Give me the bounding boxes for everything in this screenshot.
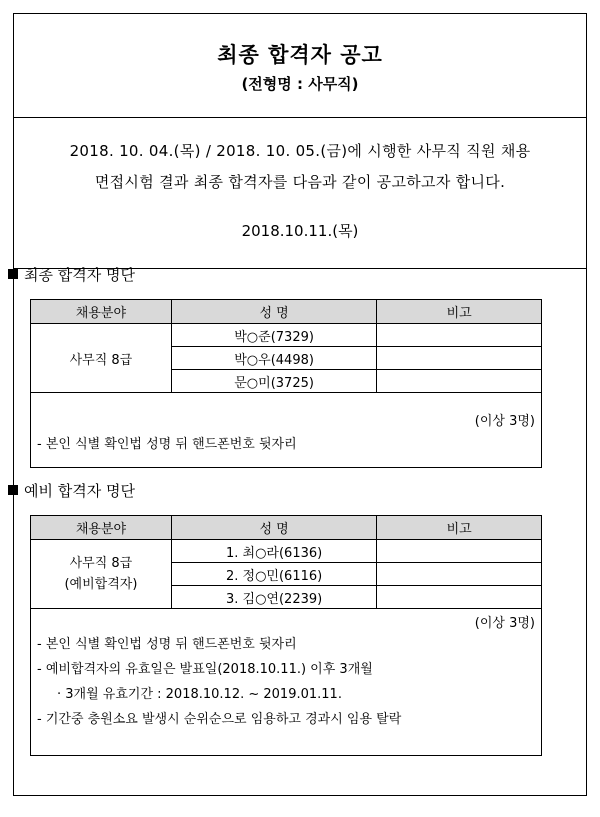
name-cell: 문○미(3725) [171,370,377,393]
reserve-notes-box [30,608,542,756]
reserve-table [30,515,542,609]
final-section-heading [8,264,135,285]
remark-cell [377,540,542,563]
final-note: - 본인 식별 확인법 성명 뒤 핸드폰번호 뒷자리 [37,437,297,452]
remark-cell [377,586,542,609]
table-header-row [31,300,542,324]
category-line-1: 사무직 8급 [69,556,133,571]
name-cell: 박○준(7329) [171,324,377,347]
header-remark: 비고 [377,516,542,540]
header-remark: 비고 [377,300,542,324]
reserve-note-1: - 본인 식별 확인법 성명 뒤 핸드폰번호 뒷자리 [37,637,297,652]
final-count: (이상 3명) [474,414,535,429]
name-cell: 3. 김○연(2239) [171,586,377,609]
table-header-row [31,516,542,540]
reserve-section-heading [8,480,135,501]
remark-cell [377,370,542,393]
intro-line-2: 면접시험 결과 최종 합격자를 다음과 같이 공고하고자 합니다. [94,173,506,191]
table-row [31,540,542,563]
category-cell [31,540,172,609]
final-heading-text: 최종 합격자 명단 [24,266,135,284]
title-box [14,14,586,118]
category-line-2: (예비합격자) [64,577,138,592]
notice-date: 2018.10.11.(목) [241,222,359,240]
reserve-heading-text: 예비 합격자 명단 [24,482,135,500]
name-cell: 박○우(4498) [171,347,377,370]
table-row [31,324,542,347]
header-name: 성 명 [171,516,377,540]
final-table [30,299,542,393]
reserve-note-4: - 기간중 충원소요 발생시 순위순으로 임용하고 경과시 임용 탈락 [37,712,402,727]
remark-cell [377,347,542,370]
remark-cell [377,324,542,347]
remark-cell [377,563,542,586]
square-bullet-icon [8,485,18,495]
category-cell: 사무직 8급 [31,324,172,393]
reserve-note-2: - 예비합격자의 유효일은 발표일(2018.10.11.) 이후 3개월 [37,662,373,677]
header-name: 성 명 [171,300,377,324]
header-category: 채용분야 [31,516,172,540]
page-title: 최종 합격자 공고 [217,43,383,67]
intro-line-1: 2018. 10. 04.(목) / 2018. 10. 05.(금)에 시행한 사무직 직원 채용 [69,142,531,160]
reserve-note-3: · 3개월 유효기간 : 2018.10.12. ~ 2019.01.11. [57,687,342,702]
name-cell: 1. 최○라(6136) [171,540,377,563]
name-cell: 2. 정○민(6116) [171,563,377,586]
header-category: 채용분야 [31,300,172,324]
intro-box [14,118,586,269]
square-bullet-icon [8,269,18,279]
page-subtitle: (전형명 : 사무직) [241,75,359,93]
final-notes-box [30,392,542,468]
reserve-count: (이상 3명) [474,616,535,631]
